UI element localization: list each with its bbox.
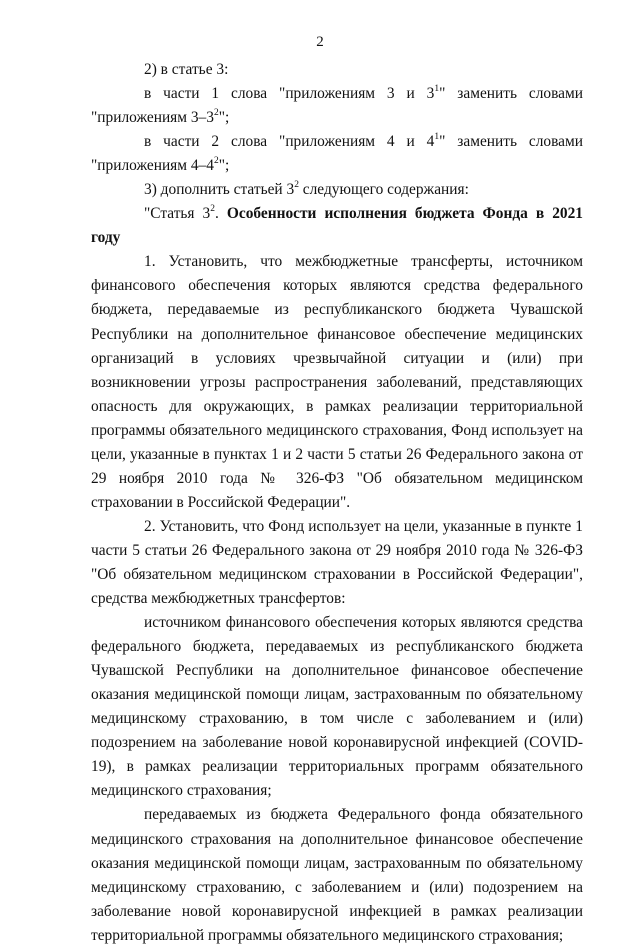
paragraph-1: 1. Установить, что межбюджетные трансферты, источником финансового обеспечения которых являются средства федерального бюджета, передаваемые из республиканского бюджета Чувашской Республики на дополнительное финансовое обеспечение медицинских организаций в условиях чрезвычайной ситуации и (или) при возникновении угрозы распространения заболеваний, представляющих опасность для окружающих, в рамках реализации территориальной программы обязательного медицинского страхования, Фонд использует на цели, указанные в пунктах 1 и 2 части 5 статьи 26 Федерального закона от 29 ноября 2010 года № 326-ФЗ "Об обязательном медицинском страховании в Российской Федерации". xyxy=(91,253,583,511)
item-2-part-2: в части 2 слова "приложениям 4 и $4^1$" заменить словами "приложениям $4-4^2$"; xyxy=(91,132,583,175)
article-heading: "Статья $3^2$. Особенности исполнения бюджета Фонда в 2021 году xyxy=(91,204,583,247)
item-2-part-1: в части 1 слова "приложениям 3 и $3^1$" заменить словами "приложениям $3-3^2$"; xyxy=(91,83,583,127)
paragraph-2: 2. Установить, что Фонд использует на цели, указанные в пункте 1 части 5 статьи 26 Федерального закона от 29 ноября 2010 года № 326-ФЗ "Об обязательном медицинском страховании в Российской Федерации", средства межбюджетных трансфертов: xyxy=(91,517,583,608)
paragraph-3: источником финансового обеспечения которых являются средства федерального бюджета, передаваемых из республиканского бюджета Чувашской Республики на дополнительное финансовое обеспечение оказания медицинской помощи лицам, застрахованным по обязательному медицинскому страхованию, в том числе с заболеванием и (или) подозрением на заболевание новой коронавирусной инфекцией (COVID-19), в рамках реализации территориальных программ обязательного медицинского страхования; xyxy=(91,614,583,800)
item-3-intro: 3) дополнить статьей $3^2$ следующего содержания: xyxy=(144,180,469,199)
document-body xyxy=(91,58,583,948)
paragraph-4: передаваемых из бюджета Федерального фонда обязательного медицинского страхования на дополнительное финансовое обеспечение оказания медицинской помощи лицам, застрахованным по обязательному медицинскому страхованию, с заболеванием и (или) подозрением на заболевание новой коронавирусной инфекцией в рамках реализации территориальной программы обязательного медицинского страхования; xyxy=(91,806,583,944)
item-2-intro: 2) в статье 3: xyxy=(144,61,229,78)
page-number: 2 xyxy=(316,34,324,50)
article-title: Особенности исполнения бюджета Фонда в 2021 году xyxy=(91,205,583,247)
